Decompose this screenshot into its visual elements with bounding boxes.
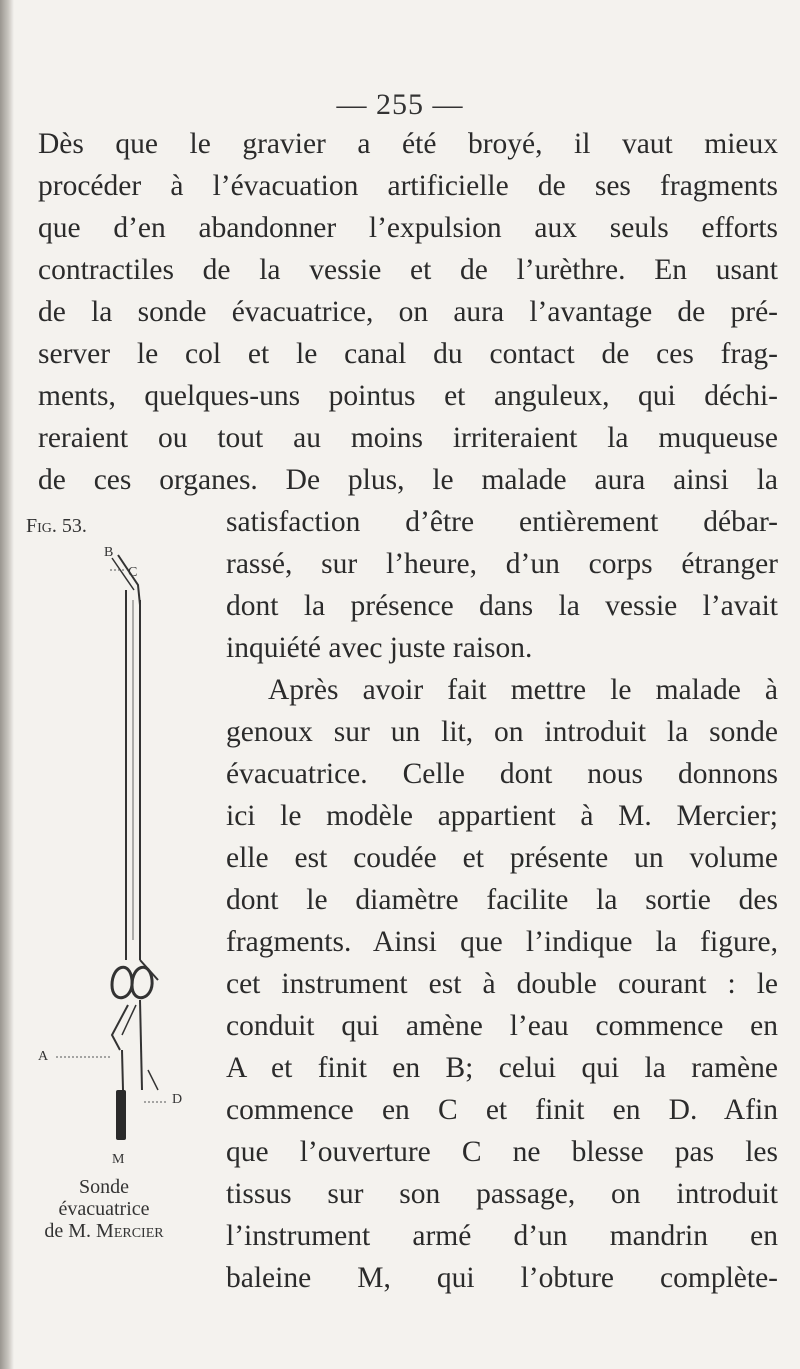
- text-line: ments, quelques-uns pointus et anguleux, qui déchi-: [38, 380, 778, 412]
- text-line: de ces organes. De plus, le malade aura ainsi la: [38, 464, 778, 496]
- text-line: ici le modèle appartient à M. Mercier;: [226, 800, 778, 832]
- figure-caption-line2: évacuatrice: [58, 1198, 150, 1220]
- figure-letter-d: D: [172, 1092, 183, 1107]
- figure-caption-line1: Sonde: [79, 1176, 129, 1198]
- text-line: commence en C et finit en D. Afin: [226, 1094, 778, 1126]
- text-line: évacuatrice. Celle dont nous donnons: [226, 758, 778, 790]
- text-line: contractiles de la vessie et de l’urèthre. En usant: [38, 254, 778, 286]
- text-line: rassé, sur l’heure, d’un corps étranger: [226, 548, 778, 580]
- caption-author: Mercier: [96, 1220, 164, 1242]
- text-line: dont la présence dans la vessie l’avait: [226, 590, 778, 622]
- text-line: dont le diamètre facilite la sortie des: [226, 884, 778, 916]
- text-line: conduit qui amène l’eau commence en: [226, 1010, 778, 1042]
- text-line: reraient ou tout au moins irriteraient la muqueuse: [38, 422, 778, 454]
- figure-letter-m: M: [112, 1152, 125, 1167]
- text-line: fragments. Ainsi que l’indique la figure,: [226, 926, 778, 958]
- page-number: — 255 —: [336, 88, 464, 121]
- catheter-illustration: [40, 530, 190, 1140]
- text-line: inquiété avec juste raison.: [226, 632, 533, 664]
- figure-letter-b: B: [104, 545, 114, 560]
- text-line: satisfaction d’être entièrement débar-: [226, 506, 778, 538]
- text-line: que d’en abandonner l’expulsion aux seuls efforts: [38, 212, 778, 244]
- text-line: procéder à l’évacuation artificielle de ses fragments: [38, 170, 778, 202]
- text-line: A et finit en B; celui qui la ramène: [226, 1052, 778, 1084]
- text-line: baleine M, qui l’obture complète-: [226, 1262, 778, 1294]
- figure-letter-c: C: [128, 565, 138, 580]
- text-line: Après avoir fait mettre le malade à: [268, 674, 778, 706]
- text-line: l’instrument armé d’un mandrin en: [226, 1220, 778, 1252]
- page-binding-edge: [0, 0, 14, 1369]
- caption-prefix: de M.: [44, 1220, 97, 1242]
- text-line: Dès que le gravier a été broyé, il vaut mieux: [38, 128, 778, 160]
- text-line: server le col et le canal du contact de ces frag-: [38, 338, 778, 370]
- text-line: de la sonde évacuatrice, on aura l’avantage de pré-: [38, 296, 778, 328]
- figure-label: Fig. 53.: [26, 515, 87, 537]
- figure-letter-a: A: [38, 1049, 49, 1064]
- text-line: cet instrument est à double courant : le: [226, 968, 778, 1000]
- text-line: genoux sur un lit, on introduit la sonde: [226, 716, 778, 748]
- text-line: que l’ouverture C ne blesse pas les: [226, 1136, 778, 1168]
- figure-caption-line3: [24, 1220, 184, 1242]
- text-line: elle est coudée et présente un volume: [226, 842, 778, 874]
- text-line: tissus sur son passage, on introduit: [226, 1178, 778, 1210]
